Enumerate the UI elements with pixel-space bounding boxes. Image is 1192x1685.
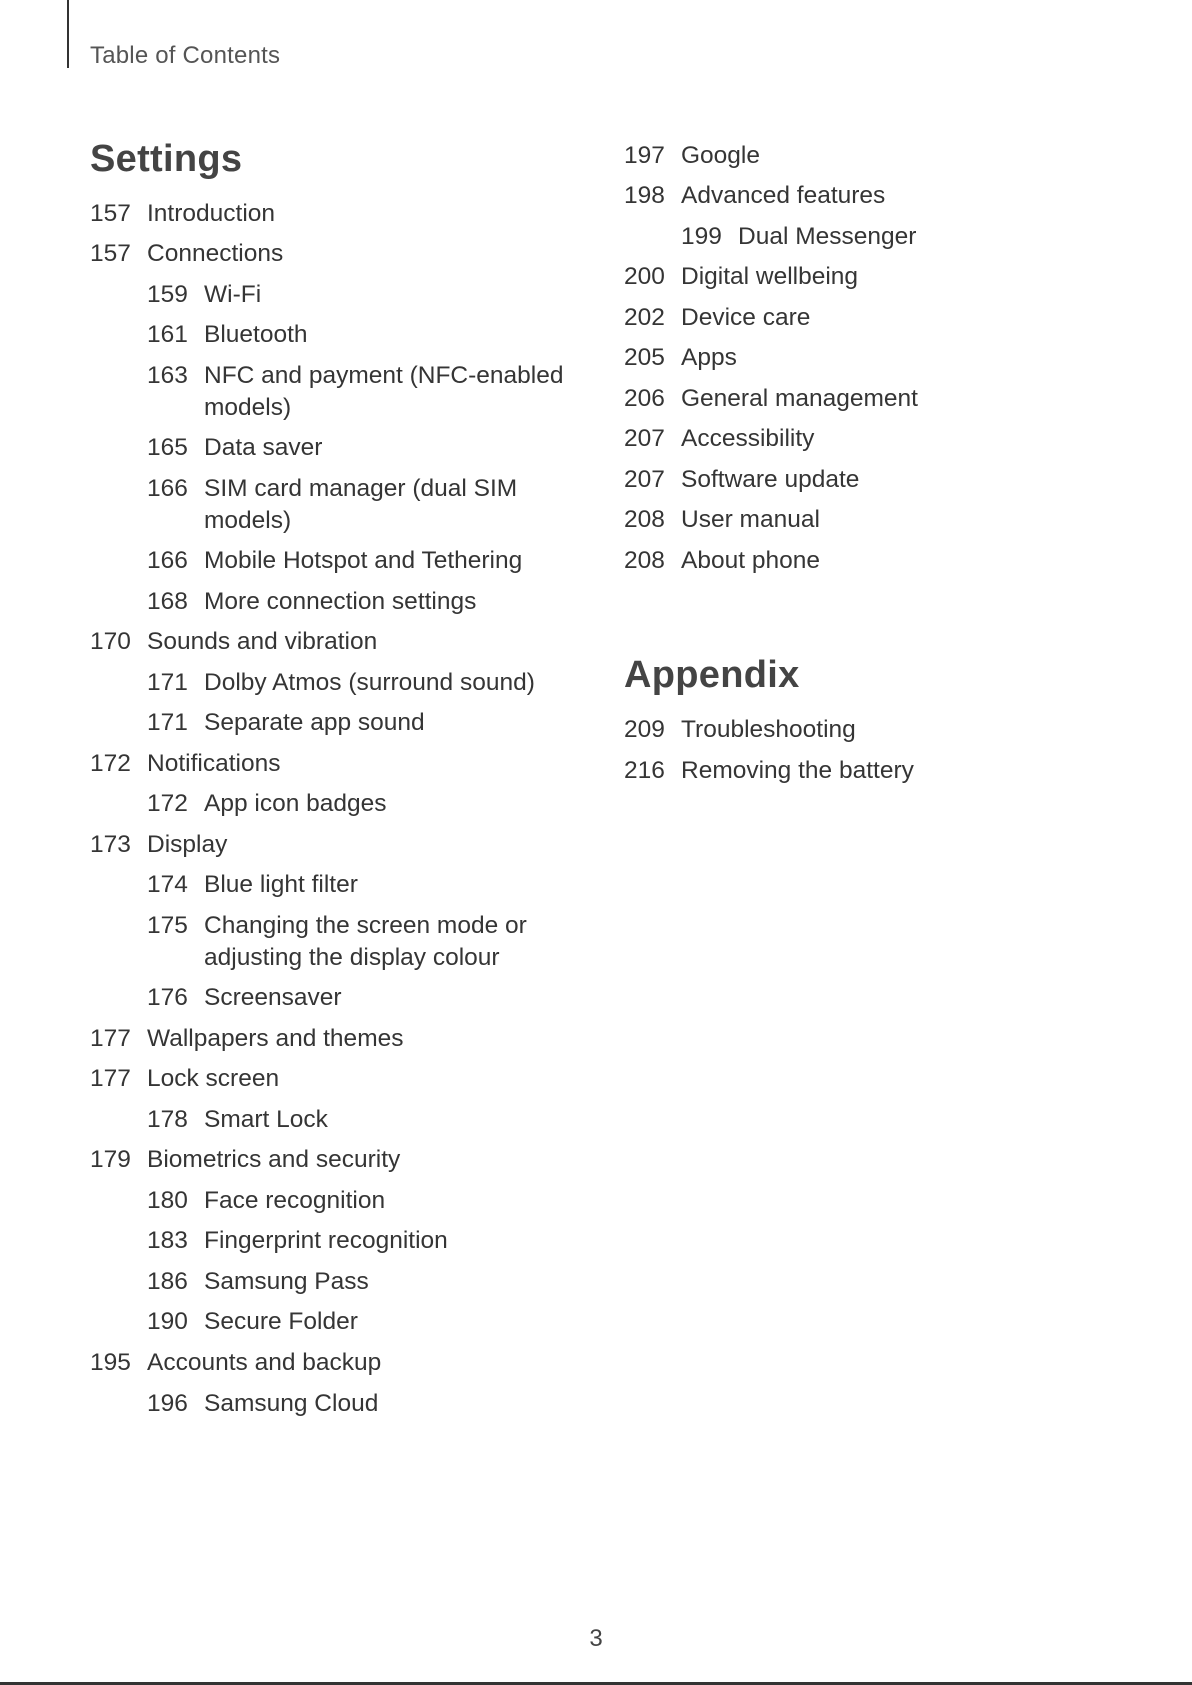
toc-page-number: 206: [624, 385, 665, 412]
toc-entry[interactable]: [90, 748, 527, 780]
toc-page-number: 195: [90, 1349, 131, 1376]
toc-entry-title: Display: [147, 831, 228, 858]
toc-page-number: 199: [681, 223, 722, 250]
toc-page-number: 165: [147, 434, 188, 461]
toc-entry[interactable]: [624, 545, 1061, 577]
toc-entry-title: NFC and payment (NFC-enabled models): [204, 362, 564, 421]
toc-page-number: 157: [90, 200, 131, 227]
toc-page-number: 183: [147, 1227, 188, 1254]
toc-entry[interactable]: [90, 1347, 527, 1379]
toc-subentry[interactable]: [147, 707, 584, 739]
toc-entry[interactable]: [90, 198, 527, 230]
toc-page-number: 171: [147, 709, 188, 736]
toc-entry-title: Dolby Atmos (surround sound): [204, 669, 535, 696]
section-heading-settings: Settings: [90, 138, 243, 180]
toc-entry-title: Data saver: [204, 434, 323, 461]
toc-page-number: 163: [147, 362, 188, 389]
toc-page-number: 172: [147, 790, 188, 817]
toc-page-number: 207: [624, 425, 665, 452]
toc-page-number: 166: [147, 547, 188, 574]
toc-entry-title: Troubleshooting: [681, 716, 856, 743]
toc-entry[interactable]: [624, 755, 1061, 787]
toc-subentry[interactable]: [147, 360, 574, 424]
toc-entry-title: Wi-Fi: [204, 281, 262, 308]
toc-entry[interactable]: [624, 423, 1061, 455]
toc-entry-title: Samsung Pass: [204, 1268, 369, 1295]
toc-entry-title: Smart Lock: [204, 1106, 328, 1133]
toc-entry-title: Fingerprint recognition: [204, 1227, 448, 1254]
toc-subentry[interactable]: [147, 788, 584, 820]
toc-entry[interactable]: [624, 140, 1061, 172]
toc-entry-title: Lock screen: [147, 1065, 280, 1092]
toc-entry-title: App icon badges: [204, 790, 387, 817]
toc-page-number: 176: [147, 984, 188, 1011]
toc-page-number: 202: [624, 304, 665, 331]
toc-subentry[interactable]: [147, 1388, 584, 1420]
toc-entry-title: Introduction: [147, 200, 276, 227]
running-header: Table of Contents: [90, 42, 281, 69]
toc-entry[interactable]: [624, 504, 1061, 536]
toc-entry-title: Screensaver: [204, 984, 342, 1011]
toc-entry-title: SIM card manager (dual SIM models): [204, 475, 518, 534]
toc-subentry[interactable]: [681, 221, 1118, 253]
toc-page-number: 216: [624, 757, 665, 784]
toc-page-number: 161: [147, 321, 188, 348]
toc-entry-title: Wallpapers and themes: [147, 1025, 404, 1052]
toc-page-number: 171: [147, 669, 188, 696]
toc-entry-title: Face recognition: [204, 1187, 386, 1214]
header-rule: [67, 0, 69, 68]
toc-entry[interactable]: [624, 714, 1061, 746]
toc-entry-title: Connections: [147, 240, 284, 267]
toc-entry[interactable]: [624, 342, 1061, 374]
toc-entry[interactable]: [90, 626, 527, 658]
toc-entry[interactable]: [90, 1144, 527, 1176]
toc-entry-title: Bluetooth: [204, 321, 308, 348]
toc-subentry[interactable]: [147, 869, 584, 901]
toc-page-number: 208: [624, 547, 665, 574]
toc-page-number: 205: [624, 344, 665, 371]
toc-entry-title: More connection settings: [204, 588, 477, 615]
toc-subentry[interactable]: [147, 279, 584, 311]
toc-subentry[interactable]: [147, 982, 584, 1014]
toc-page-number: 197: [624, 142, 665, 169]
toc-entry-title: Accounts and backup: [147, 1349, 382, 1376]
toc-entry-title: Removing the battery: [681, 757, 914, 784]
toc-page-number: 159: [147, 281, 188, 308]
toc-entry-title: Separate app sound: [204, 709, 425, 736]
toc-page-number: 157: [90, 240, 131, 267]
toc-subentry[interactable]: [147, 319, 584, 351]
toc-page-number: 172: [90, 750, 131, 777]
toc-entry[interactable]: [624, 464, 1061, 496]
toc-subentry[interactable]: [147, 545, 584, 577]
toc-page-number: 196: [147, 1390, 188, 1417]
page-number: 3: [589, 1625, 603, 1652]
toc-page-number: 166: [147, 475, 188, 502]
toc-entry-title: General management: [681, 385, 918, 412]
toc-entry-title: Biometrics and security: [147, 1146, 401, 1173]
toc-page-number: 208: [624, 506, 665, 533]
toc-entry[interactable]: [90, 238, 527, 270]
toc-entry[interactable]: [90, 1063, 527, 1095]
toc-subentry[interactable]: [147, 1266, 584, 1298]
toc-entry-title: Secure Folder: [204, 1308, 358, 1335]
toc-page-number: 179: [90, 1146, 131, 1173]
toc-entry-title: Advanced features: [681, 182, 886, 209]
toc-entry-title: Accessibility: [681, 425, 815, 452]
toc-entry-title: Digital wellbeing: [681, 263, 859, 290]
toc-entry[interactable]: [90, 1023, 527, 1055]
section-heading-appendix: Appendix: [624, 654, 800, 696]
toc-entry-title: Changing the screen mode or adjusting the display colour: [204, 912, 527, 971]
toc-subentry[interactable]: [147, 667, 584, 699]
toc-page-number: 198: [624, 182, 665, 209]
toc-page-number: 177: [90, 1065, 131, 1092]
toc-entry-title: Mobile Hotspot and Tethering: [204, 547, 523, 574]
toc-entry-title: Software update: [681, 466, 860, 493]
toc-page-number: 177: [90, 1025, 131, 1052]
toc-entry-title: Apps: [681, 344, 737, 371]
toc-entry[interactable]: [624, 383, 1061, 415]
toc-entry-title: Dual Messenger: [738, 223, 917, 250]
toc-subentry[interactable]: [147, 1104, 584, 1136]
toc-page-number: 209: [624, 716, 665, 743]
toc-page-number: 200: [624, 263, 665, 290]
toc-entry-title: Samsung Cloud: [204, 1390, 379, 1417]
toc-entry-title: Device care: [681, 304, 811, 331]
toc-page-number: 180: [147, 1187, 188, 1214]
toc-page-number: 186: [147, 1268, 188, 1295]
toc-entry-title: User manual: [681, 506, 820, 533]
toc-entry[interactable]: [624, 261, 1061, 293]
toc-entry-title: Google: [681, 142, 761, 169]
toc-page-number: 175: [147, 912, 188, 939]
toc-subentry[interactable]: [147, 910, 544, 974]
toc-page-number: 170: [90, 628, 131, 655]
toc-subentry[interactable]: [147, 1185, 584, 1217]
toc-subentry[interactable]: [147, 432, 584, 464]
toc-entry-title: Notifications: [147, 750, 281, 777]
toc-entry-title: Blue light filter: [204, 871, 358, 898]
toc-page-number: 173: [90, 831, 131, 858]
toc-subentry[interactable]: [147, 1306, 584, 1338]
toc-page-number: 168: [147, 588, 188, 615]
toc-entry[interactable]: [624, 180, 1061, 212]
toc-subentry[interactable]: [147, 473, 524, 537]
toc-entry-title: Sounds and vibration: [147, 628, 378, 655]
toc-entry-title: About phone: [681, 547, 820, 574]
toc-page-number: 174: [147, 871, 188, 898]
toc-entry[interactable]: [624, 302, 1061, 334]
toc-page-number: 190: [147, 1308, 188, 1335]
toc-page-number: 207: [624, 466, 665, 493]
toc-page-number: 178: [147, 1106, 188, 1133]
toc-entry[interactable]: [90, 829, 527, 861]
toc-subentry[interactable]: [147, 1225, 584, 1257]
toc-subentry[interactable]: [147, 586, 584, 618]
